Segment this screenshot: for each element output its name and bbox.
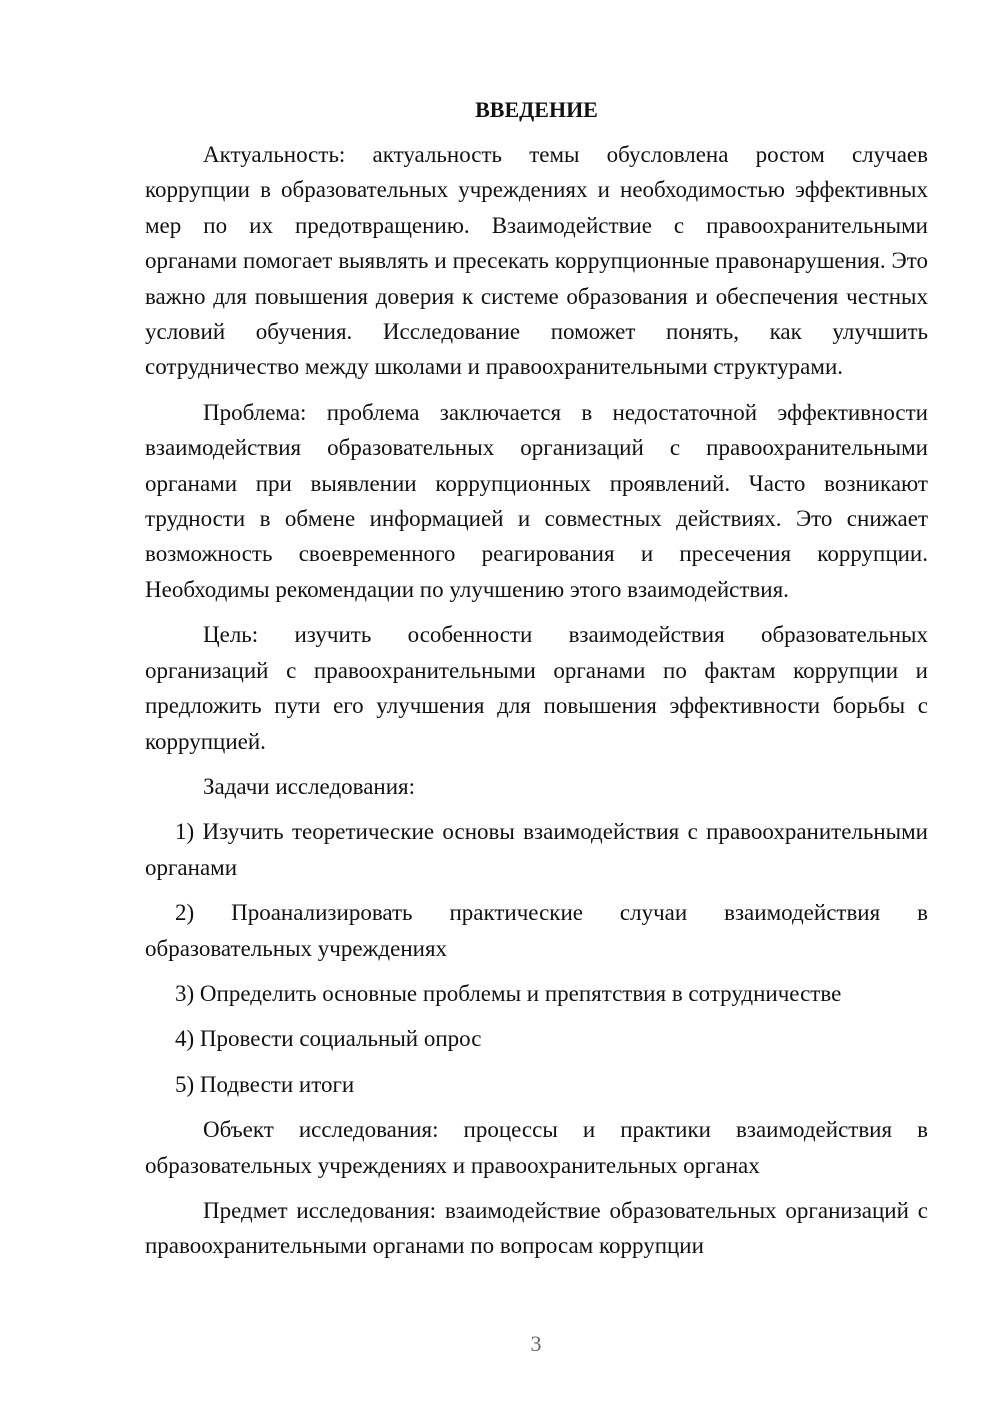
task-item-1: 1) Изучить теоретические основы взаимодействия с правоохранительными органами — [145, 819, 928, 880]
task-item-2: 2) Проанализировать практические случаи взаимодействия в образовательных учреждениях — [145, 900, 928, 961]
section-title: ВВЕДЕНИЕ — [475, 97, 598, 122]
task-item-4: 4) Провести социальный опрос — [175, 1026, 482, 1052]
task-item-3: 3) Определить основные проблемы и препятствия в сотрудничестве — [175, 980, 842, 1006]
paragraph-object: Объект исследования: процессы и практики взаимодействия в образовательных учреждениях и правоохранительных органах — [145, 1117, 928, 1178]
paragraph-subject: Предмет исследования: взаимодействие образовательных организаций с правоохранительными органами по вопросам коррупции — [145, 1197, 928, 1259]
paragraph-problem: Проблема: проблема заключается в недостаточной эффективности взаимодействия образовательных организаций с правоохранительными органами при выявлении коррупционных проявлений. Часто возникают трудности в обмене информацией и совместных действиях. Это снижает возможность своевременного реагирования и пресечения коррупции. Необходимы рекомендации по улучшению этого взаимодействия. — [145, 399, 928, 602]
page-number: 3 — [530, 1331, 542, 1356]
task-item-5: 5) Подвести итоги — [175, 1071, 355, 1097]
tasks-heading: Задачи исследования: — [203, 773, 416, 799]
paragraph-goal: Цель: изучить особенности взаимодействия образовательных организаций с правоохранительными органами по фактам коррупции и предложить пути его улучшения для повышения эффективности борьбы с коррупцией. — [145, 622, 928, 754]
paragraph-relevance: Актуальность: актуальность темы обусловлена ростом случаев коррупции в образовательных учреждениях и необходимостью эффективных мер по их предотвращению. Взаимодействие с правоохранительными органами помогает выявлять и пресекать коррупционные правонарушения. Это важно для повышения доверия к системе образования и обеспечения честных условий обучения. Исследование поможет понять, как улучшить сотрудничество между школами и правоохранительными структурами. — [145, 142, 928, 380]
document-body — [145, 92, 928, 1274]
